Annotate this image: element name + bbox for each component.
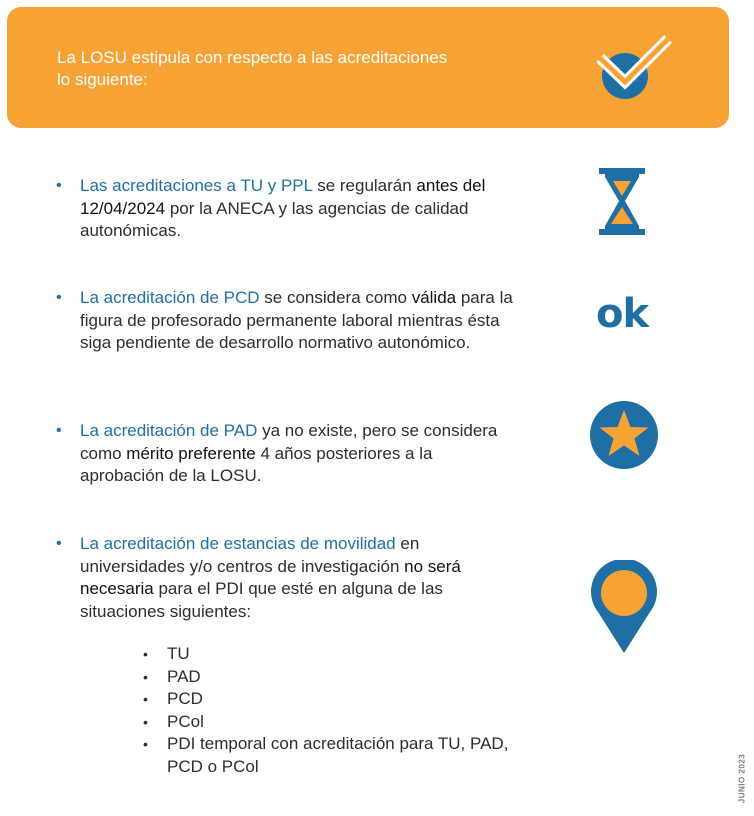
bullet: • (143, 713, 148, 730)
item-highlight: La acreditación de PAD (80, 421, 258, 440)
header-banner (7, 7, 729, 128)
bullet: • (56, 289, 62, 306)
item-text: 4 años posteriores a la aprobación de la LOSU. (80, 443, 433, 485)
list-item-movilidad (56, 533, 500, 623)
bullet: • (56, 422, 62, 439)
bullet: • (56, 177, 62, 194)
list-item-text: PDI temporal con acreditación para TU, PAD, PCD o PCol (167, 734, 509, 776)
banner-line-1: La LOSU estipula con respecto a las acreditaciones (57, 48, 448, 67)
item-text: en universidades y/o centros de investigación (80, 534, 420, 576)
list-item (143, 688, 527, 711)
ok-icon: ok (596, 291, 649, 337)
hourglass-icon (597, 167, 647, 237)
bullet: • (143, 646, 148, 662)
item-highlight: La acreditación de estancias de movilidad (80, 534, 396, 553)
star-icon (589, 400, 659, 470)
item-text: se regularán (312, 176, 417, 195)
list-item-text: PCD (167, 689, 203, 708)
list-item-text: PAD (167, 666, 201, 686)
item-text: ya no existe, pero se considera como (80, 421, 498, 463)
item-text: para el PDI que esté en alguna de las situaciones siguientes: (80, 579, 443, 621)
item-text: para la figura de profesorado permanente laboral mientras ésta siga pendiente de desarrollo normativo autonómico. (80, 288, 513, 352)
location-pin-icon (589, 560, 659, 655)
list-item (143, 666, 527, 689)
list-item (143, 711, 527, 734)
list-item-text: PCol (167, 711, 204, 731)
list-item (143, 733, 527, 778)
item-emphasis: mérito preferente (126, 443, 256, 463)
bullet: • (56, 535, 62, 552)
check-icon (592, 32, 672, 107)
footer-date (734, 752, 748, 812)
banner-text (57, 47, 527, 91)
situations-list (143, 643, 527, 778)
list-item-text: TU (167, 644, 190, 663)
list-item (143, 643, 527, 666)
list-item-pad (56, 420, 510, 488)
item-highlight: La acreditación de PCD (80, 288, 260, 307)
item-emphasis: no será necesaria (80, 556, 461, 598)
item-text: se considera como (259, 288, 412, 307)
banner-line-2: lo siguiente: (57, 70, 148, 89)
bullet: • (143, 736, 148, 752)
item-emphasis: válida (411, 288, 457, 307)
bullet: • (143, 691, 148, 707)
bullet: • (143, 668, 148, 685)
footer-date-text: JUNIO 2023 (737, 753, 747, 804)
list-item-tu-ppl (56, 175, 530, 243)
item-text: por la ANECA y las agencias de calidad autonómicas. (80, 198, 469, 240)
item-highlight: Las acreditaciones a TU y PPL (80, 176, 313, 195)
item-emphasis: antes del 12/04/2024 (80, 176, 486, 218)
list-item-pcd (56, 287, 530, 355)
